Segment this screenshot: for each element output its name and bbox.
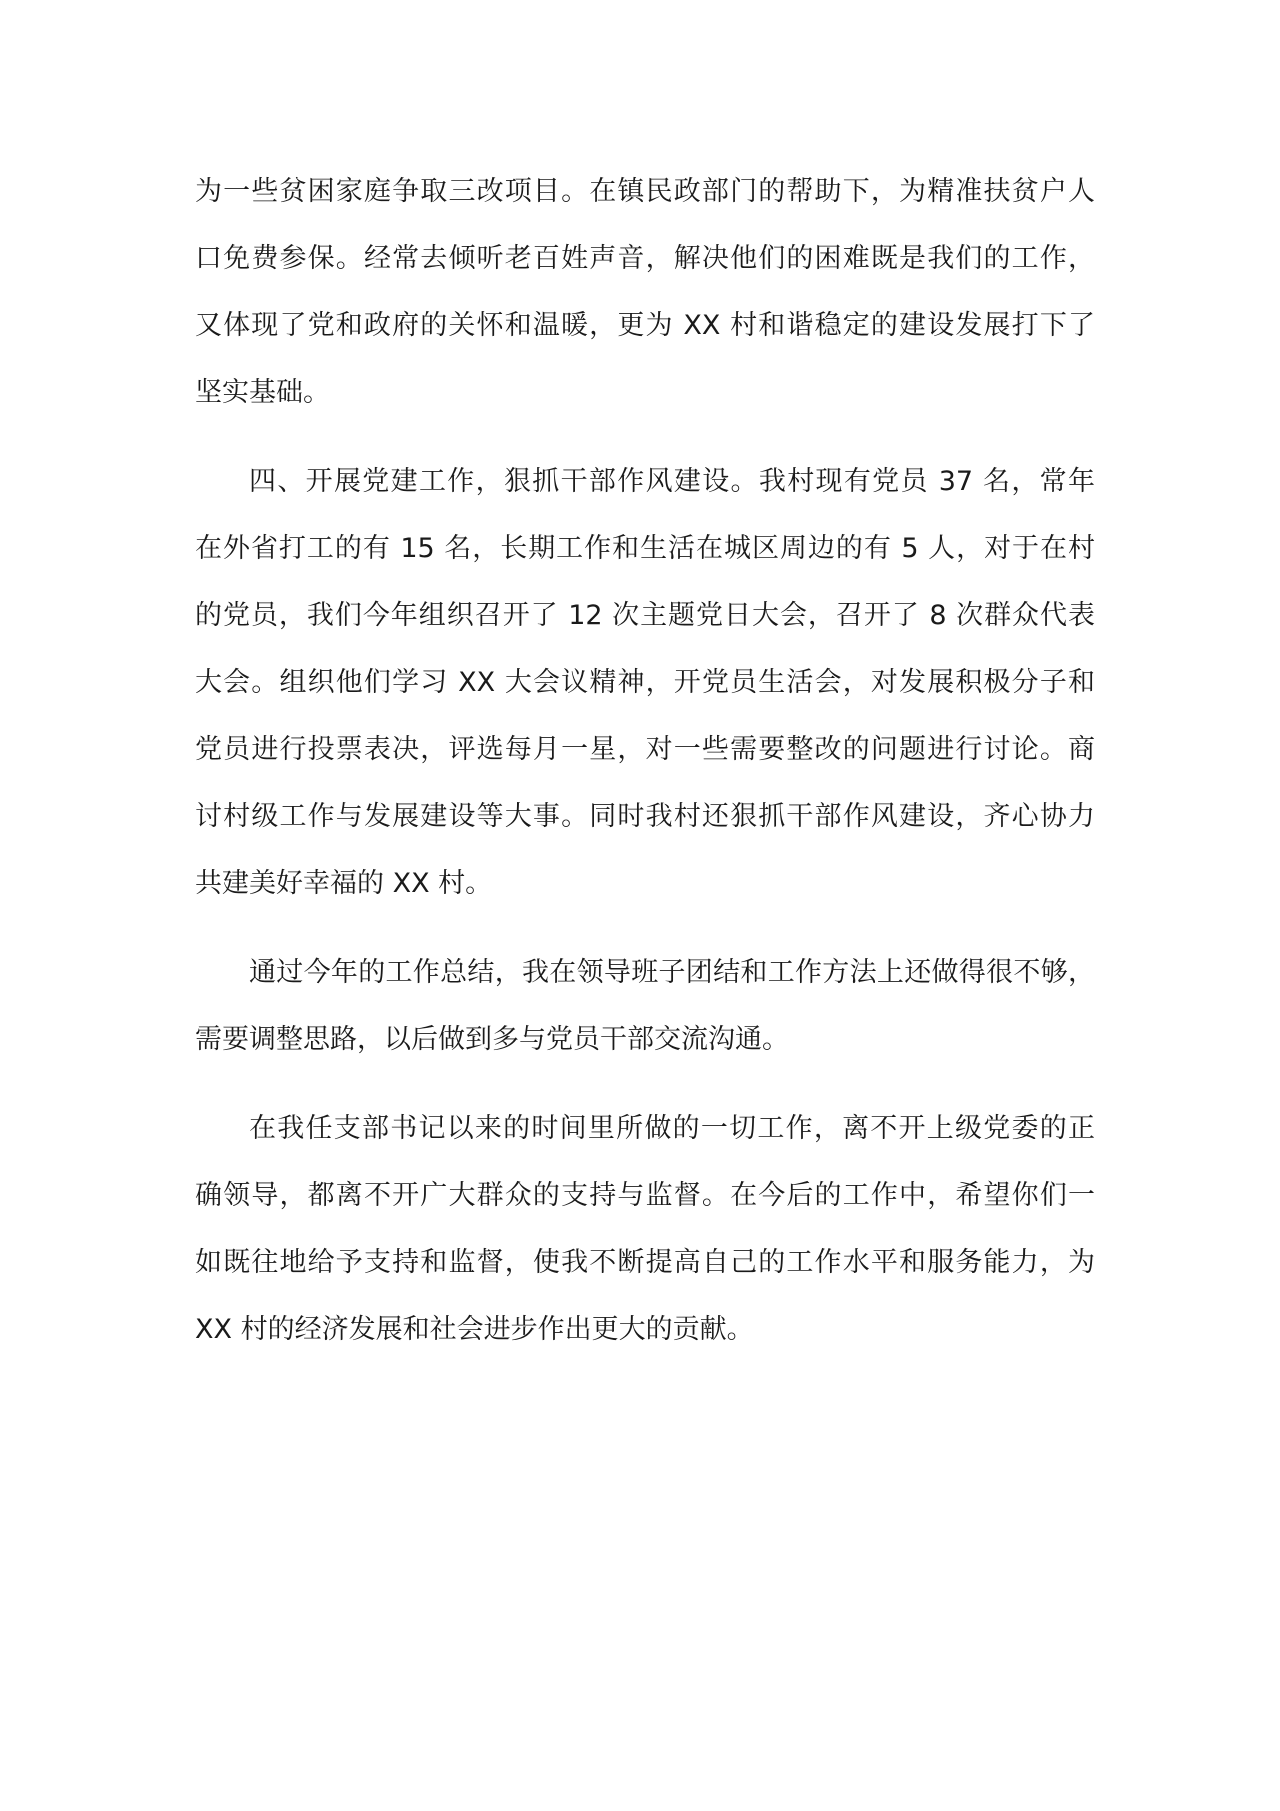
- text-line: 通过今年的工作总结，我在领导班子团结和工作方法上还做得很不够，: [249, 957, 1095, 988]
- text-line: 为一些贫困家庭争取三改项目。在镇民政部门的帮助下，为精准扶贫户人: [195, 176, 1095, 207]
- text-line: 需要调整思路，以后做到多与党员干部交流沟通。: [195, 1024, 789, 1055]
- text-line: 坚实基础。: [195, 377, 330, 408]
- paragraph-1: [195, 158, 1095, 426]
- text-line: 在外省打工的有 15 名，长期工作和生活在城区周边的有 5 人，对于在村: [195, 533, 1095, 564]
- paragraph-4: [195, 1095, 1095, 1363]
- paragraph-spacer: [195, 426, 1095, 448]
- paragraph-2: [195, 448, 1095, 917]
- paragraph-spacer: [195, 917, 1095, 939]
- text-line: 四、开展党建工作，狠抓干部作风建设。我村现有党员 37 名，常年: [249, 466, 1095, 497]
- text-line: 如既往地给予支持和监督，使我不断提高自己的工作水平和服务能力，为: [195, 1247, 1095, 1278]
- text-line: 在我任支部书记以来的时间里所做的一切工作，离不开上级党委的正: [249, 1113, 1095, 1144]
- text-line: 大会。组织他们学习 XX 大会议精神，开党员生活会，对发展积极分子和: [195, 667, 1095, 698]
- text-line: 又体现了党和政府的关怀和温暖，更为 XX 村和谐稳定的建设发展打下了: [195, 310, 1095, 341]
- text-line: 讨村级工作与发展建设等大事。同时我村还狠抓干部作风建设，齐心协力: [195, 801, 1095, 832]
- text-line: 的党员，我们今年组织召开了 12 次主题党日大会，召开了 8 次群众代表: [195, 600, 1095, 631]
- paragraph-3: [195, 939, 1095, 1073]
- text-line: 确领导，都离不开广大群众的支持与监督。在今后的工作中，希望你们一: [195, 1180, 1095, 1211]
- text-line: 共建美好幸福的 XX 村。: [195, 868, 493, 899]
- text-line: 口免费参保。经常去倾听老百姓声音，解决他们的困难既是我们的工作，: [195, 243, 1095, 274]
- text-line: XX 村的经济发展和社会进步作出更大的贡献。: [195, 1314, 754, 1345]
- text-line: 党员进行投票表决，评选每月一星，对一些需要整改的问题进行讨论。商: [195, 734, 1095, 765]
- paragraph-spacer: [195, 1073, 1095, 1095]
- document-body: [195, 158, 1095, 1363]
